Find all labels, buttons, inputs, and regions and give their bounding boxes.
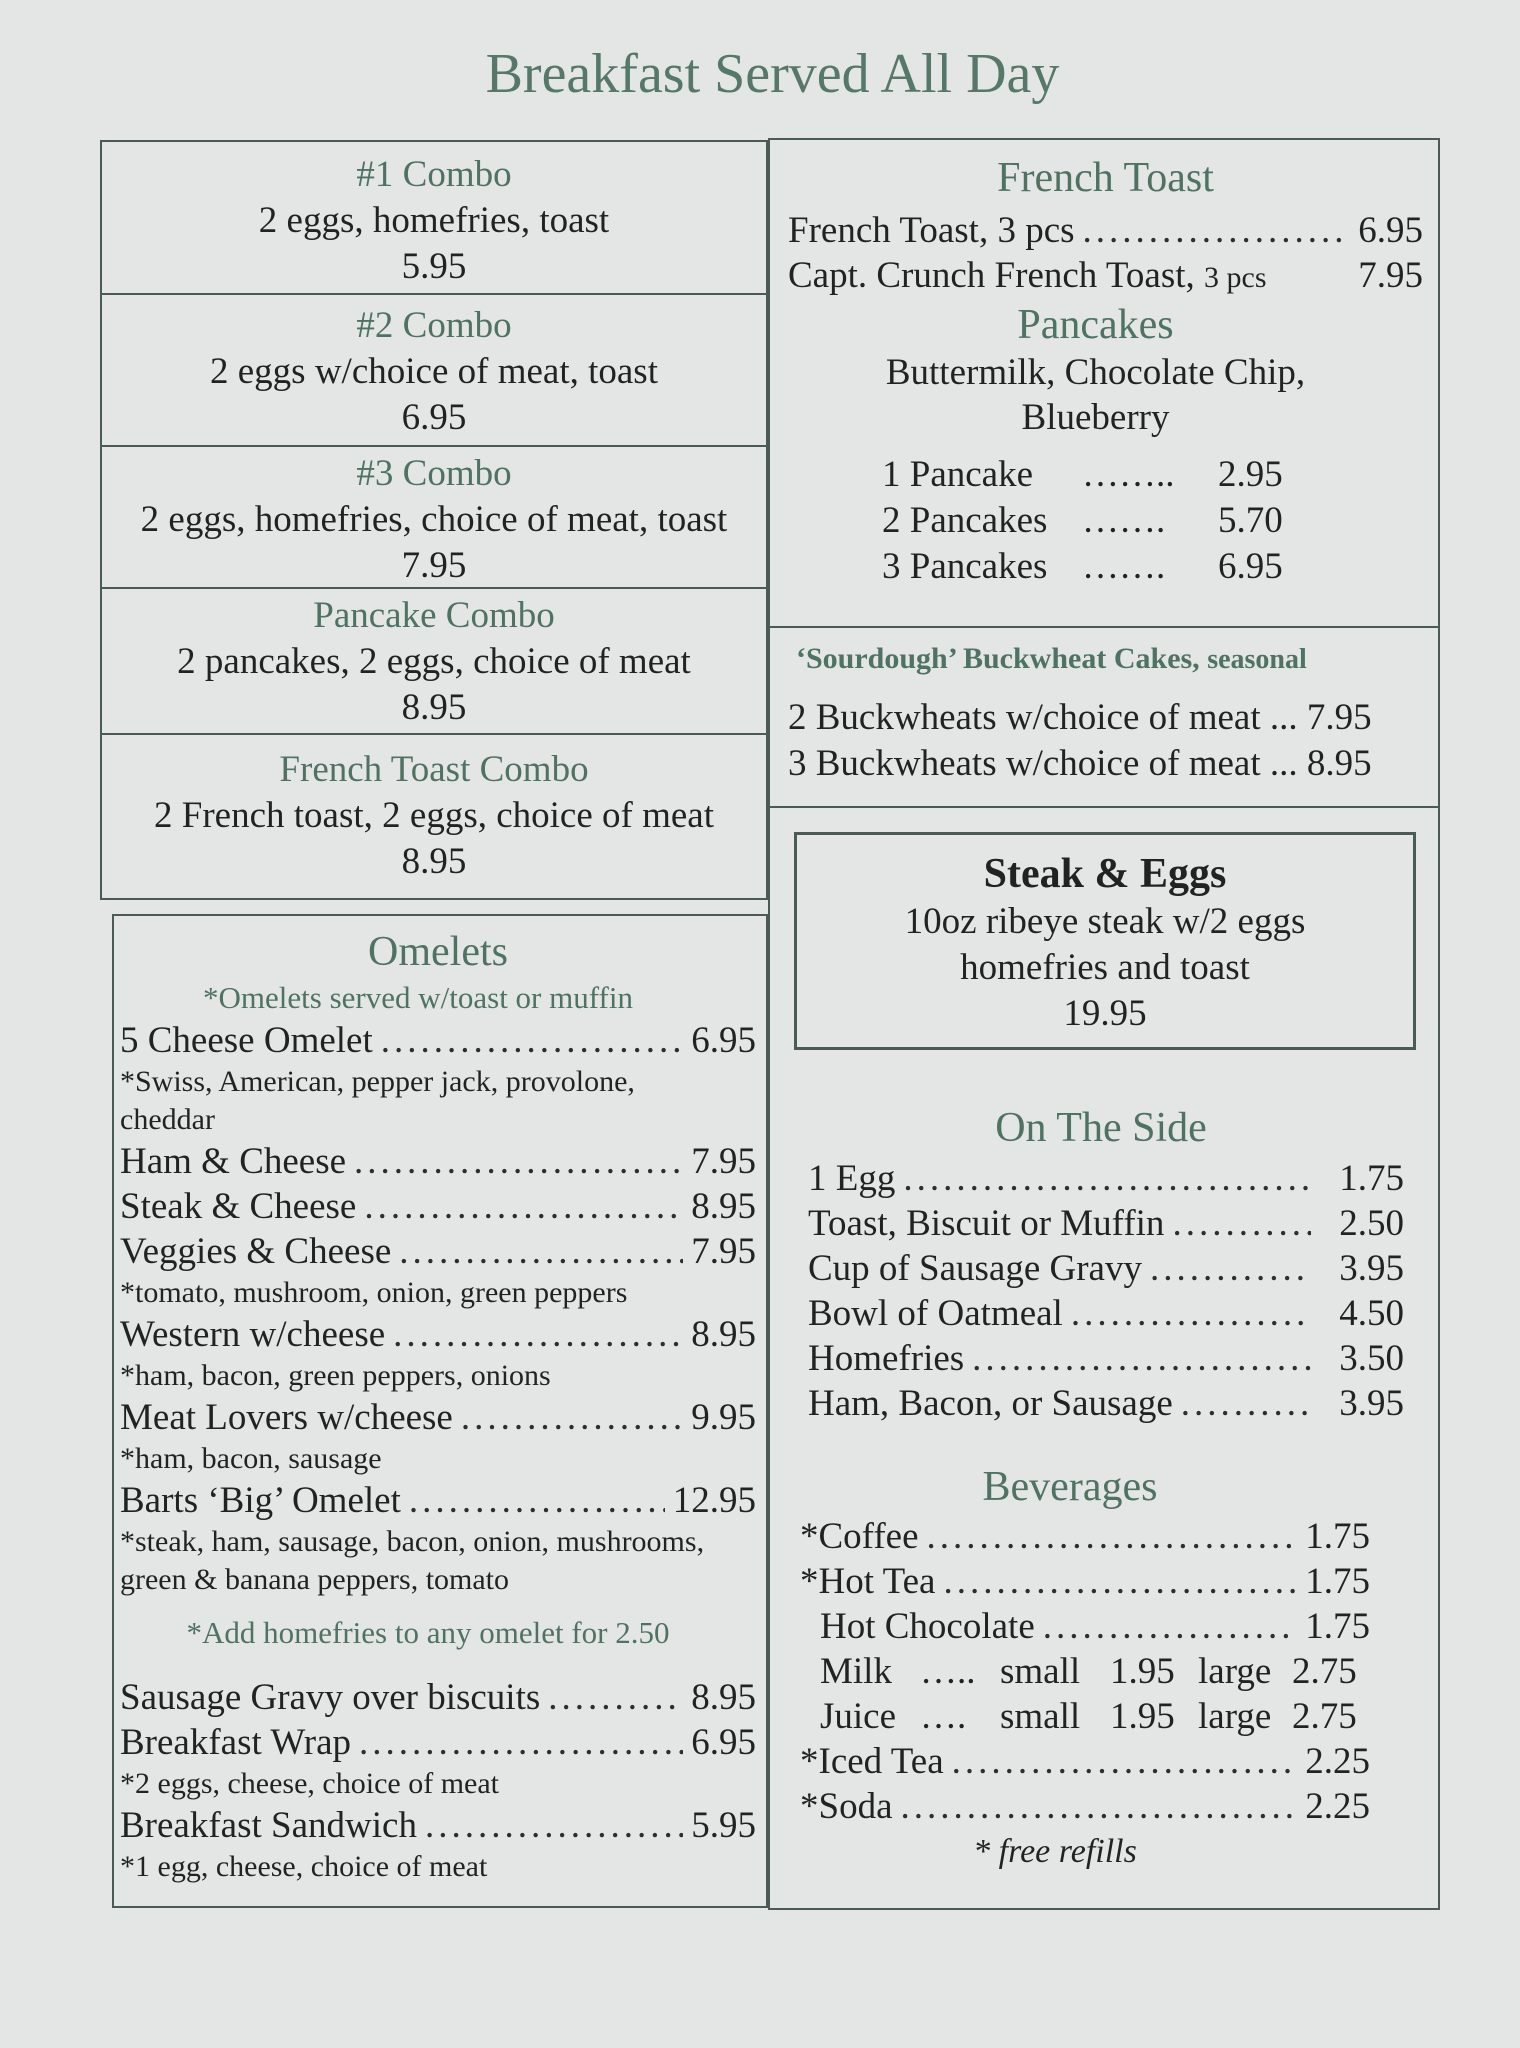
milk-row: [800, 1649, 1370, 1694]
item-price: 1.75: [1305, 1606, 1370, 1647]
menu-item: [800, 1604, 1370, 1649]
steak-eggs-line2: homefries and toast: [960, 947, 1250, 988]
item-note: *steak, ham, sausage, bacon, onion, mushrooms, green & banana peppers, tomato: [120, 1525, 705, 1596]
pancake-item: [882, 544, 1423, 590]
item-name: 2 Pancakes: [882, 500, 1048, 541]
combo-french-toast: [102, 735, 766, 898]
menu-item: [120, 1478, 756, 1523]
menu-item: [120, 1139, 756, 1184]
item-name: *Soda: [800, 1786, 893, 1827]
leader-dots: [359, 1720, 683, 1765]
leader-dots: [903, 1156, 1311, 1201]
menu-item: [808, 1291, 1404, 1336]
price-large: 2.75: [1292, 1696, 1357, 1737]
item-price: 9.95: [691, 1397, 756, 1438]
combo-name: #3 Combo: [356, 453, 512, 494]
item-price: 7.95: [691, 1141, 756, 1182]
item-name: Barts ‘Big’ Omelet: [120, 1480, 401, 1521]
menu-item: [808, 1336, 1404, 1381]
combo-desc: 2 eggs, homefries, choice of meat, toast: [140, 499, 728, 540]
item-name: *Iced Tea: [800, 1741, 944, 1782]
leader-dots: [425, 1803, 683, 1848]
item-name: Capt. Crunch French Toast,: [788, 255, 1195, 296]
item-name: Hot Chocolate: [820, 1606, 1035, 1647]
item-name: Ham, Bacon, or Sausage: [808, 1383, 1173, 1424]
menu-item: [120, 1803, 756, 1848]
leader-dots: [1043, 1604, 1297, 1649]
leader-dots: …..: [920, 1651, 976, 1692]
leader-dots: [972, 1336, 1311, 1381]
leader-dots: [952, 1739, 1298, 1784]
juice-row: [800, 1694, 1370, 1739]
item-note: *ham, bacon, sausage: [120, 1442, 382, 1475]
size-large: large: [1198, 1651, 1272, 1692]
pancakes-heading: Pancakes: [1017, 302, 1174, 348]
buckwheat-heading-suffix: seasonal: [1207, 644, 1307, 675]
combo-name: Pancake Combo: [313, 595, 555, 636]
leader-dots: [461, 1395, 683, 1440]
sides-heading: On The Side: [995, 1105, 1207, 1151]
pancake-flavors: [768, 350, 1423, 440]
combo-1: [102, 142, 766, 295]
item-name: Cup of Sausage Gravy: [808, 1248, 1142, 1289]
omelets-heading: Omelets: [368, 929, 508, 975]
item-name: Juice: [820, 1696, 897, 1737]
item-note: *tomato, mushroom, onion, green peppers: [120, 1276, 628, 1309]
item-name: *Hot Tea: [800, 1561, 936, 1602]
leader-dots: [354, 1139, 683, 1184]
size-small: small: [1000, 1696, 1081, 1737]
combo-name: French Toast Combo: [279, 749, 589, 790]
size-large: large: [1198, 1696, 1272, 1737]
french-toast-section: [788, 148, 1423, 590]
leader-dots: [364, 1184, 683, 1229]
item-name: 1 Pancake: [882, 454, 1034, 495]
menu-item: [808, 1156, 1404, 1201]
combo-price: 5.95: [401, 246, 467, 287]
item-price: 12.95: [672, 1480, 756, 1521]
item-price: 2.95: [1218, 454, 1283, 495]
leader-dots: [927, 1514, 1298, 1559]
item-price: 2.50: [1339, 1203, 1404, 1244]
steak-eggs-line1: 10oz ribeye steak w/2 eggs: [904, 901, 1306, 942]
menu-item: [120, 1229, 756, 1274]
omelets-addon: *Add homefries to any omelet for 2.50: [186, 1615, 670, 1650]
combo-price: 8.95: [401, 841, 467, 882]
item-price: 5.95: [691, 1805, 756, 1846]
item-price: 1.75: [1339, 1158, 1404, 1199]
pancake-item: [882, 498, 1423, 544]
menu-item: [800, 1739, 1370, 1784]
item-price: 8.95: [691, 1677, 756, 1718]
item-note: *Swiss, American, pepper jack, provolone, cheddar: [120, 1065, 635, 1136]
combo-price: 6.95: [401, 397, 467, 438]
leader-dots: [943, 1559, 1297, 1604]
menu-item: [120, 1312, 756, 1357]
item-price: 3.95: [1339, 1248, 1404, 1289]
combo-price: 8.95: [401, 687, 467, 728]
item-price: 7.95: [691, 1231, 756, 1272]
buckwheat-item: 3 Buckwheats w/choice of meat ... 8.95: [788, 743, 1372, 784]
item-name: *Coffee: [800, 1516, 919, 1557]
item-name: Homefries: [808, 1338, 965, 1379]
item-name: Western w/cheese: [120, 1314, 386, 1355]
item-price: 8.95: [691, 1314, 756, 1355]
combo-name: #2 Combo: [356, 305, 512, 346]
item-name: Sausage Gravy over biscuits: [120, 1677, 541, 1718]
omelets-subnote: *Omelets served w/toast or muffin: [203, 980, 633, 1015]
item-name: French Toast, 3 pcs: [788, 210, 1075, 251]
menu-item: [120, 1184, 756, 1229]
price-small: 1.95: [1110, 1696, 1175, 1737]
combo-desc: 2 eggs w/choice of meat, toast: [210, 351, 658, 392]
beverages-heading: Beverages: [982, 1464, 1158, 1510]
item-name: Bowl of Oatmeal: [808, 1293, 1063, 1334]
leader-dots: [1181, 1381, 1311, 1426]
buckwheat-heading: [796, 638, 1428, 681]
price-small: 1.95: [1110, 1651, 1175, 1692]
divider: [770, 806, 1438, 808]
menu-item: [788, 253, 1423, 300]
item-note: *1 egg, cheese, choice of meat: [120, 1850, 488, 1883]
combo-price: 7.95: [401, 545, 467, 586]
leader-dots: [1071, 1291, 1311, 1336]
leader-dots: [901, 1784, 1298, 1829]
menu-item: [808, 1381, 1404, 1426]
combo-2: [102, 295, 766, 447]
page-title: Breakfast Served All Day: [485, 43, 1060, 105]
combos-box: [100, 140, 768, 900]
item-price: 2.25: [1305, 1741, 1370, 1782]
sides-section: [808, 1100, 1404, 1426]
steak-eggs-heading: Steak & Eggs: [983, 851, 1227, 897]
price-large: 2.75: [1292, 1651, 1357, 1692]
item-price: 3.50: [1339, 1338, 1404, 1379]
leader-dots: …….: [1082, 500, 1166, 541]
french-toast-heading: French Toast: [997, 155, 1214, 201]
item-name: Milk: [820, 1651, 892, 1692]
menu-item: [808, 1246, 1404, 1291]
item-price: 6.95: [1358, 210, 1423, 251]
leader-dots: [399, 1229, 683, 1274]
item-price: 1.75: [1305, 1516, 1370, 1557]
size-small: small: [1000, 1651, 1081, 1692]
combo-3: [102, 447, 766, 589]
item-price: 5.70: [1218, 500, 1283, 541]
menu-item: [120, 1018, 756, 1063]
item-price: 2.25: [1305, 1786, 1370, 1827]
pancake-flavors-line2: Blueberry: [1021, 397, 1170, 438]
combo-name: #1 Combo: [356, 154, 512, 195]
menu-item: [120, 1395, 756, 1440]
leader-dots: ……..: [1082, 454, 1175, 495]
item-name: 5 Cheese Omelet: [120, 1020, 373, 1061]
item-price: 6.95: [691, 1020, 756, 1061]
pancake-list: [882, 452, 1423, 590]
item-suffix: 3 pcs: [1204, 261, 1267, 294]
menu-item: [800, 1514, 1370, 1559]
combo-desc: 2 eggs, homefries, toast: [258, 200, 610, 241]
item-price: 3.95: [1339, 1383, 1404, 1424]
item-name: Breakfast Wrap: [120, 1722, 352, 1763]
menu-item: [800, 1559, 1370, 1604]
item-price: 8.95: [691, 1186, 756, 1227]
item-name: Toast, Biscuit or Muffin: [808, 1203, 1165, 1244]
menu-item: [808, 1201, 1404, 1246]
combo-desc: 2 pancakes, 2 eggs, choice of meat: [177, 641, 691, 682]
combo-pancake: [102, 589, 766, 735]
item-name: 3 Pancakes: [882, 546, 1048, 587]
buckwheat-heading-main: ‘Sourdough’ Buckwheat Cakes,: [796, 642, 1200, 675]
steak-eggs-price: 19.95: [1063, 993, 1147, 1034]
item-name: Veggies & Cheese: [120, 1231, 392, 1272]
menu-item: [120, 1720, 756, 1765]
leader-dots: [1083, 208, 1351, 253]
item-price: 1.75: [1305, 1561, 1370, 1602]
item-price: 6.95: [1218, 546, 1283, 587]
item-name: Meat Lovers w/cheese: [120, 1397, 453, 1438]
buckwheat-item: 2 Buckwheats w/choice of meat ... 7.95: [788, 697, 1372, 738]
item-note: *ham, bacon, green peppers, onions: [120, 1359, 551, 1392]
pancake-item: [882, 452, 1423, 498]
item-price: 6.95: [691, 1722, 756, 1763]
item-name: Steak & Cheese: [120, 1186, 357, 1227]
omelets-box: [112, 914, 768, 1908]
buckwheat-section: [788, 638, 1428, 787]
item-note: *2 eggs, cheese, choice of meat: [120, 1767, 499, 1800]
leader-dots: [1172, 1201, 1311, 1246]
combo-desc: 2 French toast, 2 eggs, choice of meat: [154, 795, 714, 836]
steak-eggs-box: [794, 832, 1416, 1050]
leader-dots: …….: [1082, 546, 1166, 587]
leader-dots: [548, 1675, 683, 1720]
item-name: Ham & Cheese: [120, 1141, 347, 1182]
beverages-section: [800, 1460, 1370, 1875]
menu-item: [788, 208, 1423, 253]
item-price: 4.50: [1339, 1293, 1404, 1334]
leader-dots: [393, 1312, 683, 1357]
divider: [770, 626, 1438, 628]
pancake-flavors-line1: Buttermilk, Chocolate Chip,: [885, 352, 1306, 393]
menu-item: [120, 1675, 756, 1720]
leader-dots: [381, 1018, 684, 1063]
leader-dots: [409, 1478, 665, 1523]
item-name: 1 Egg: [808, 1158, 896, 1199]
item-name: Breakfast Sandwich: [120, 1805, 417, 1846]
leader-dots: ….: [920, 1696, 967, 1737]
leader-dots: [1150, 1246, 1311, 1291]
item-price: 7.95: [1358, 255, 1423, 296]
beverages-footnote: * free refills: [973, 1833, 1137, 1870]
menu-item: [800, 1784, 1370, 1829]
